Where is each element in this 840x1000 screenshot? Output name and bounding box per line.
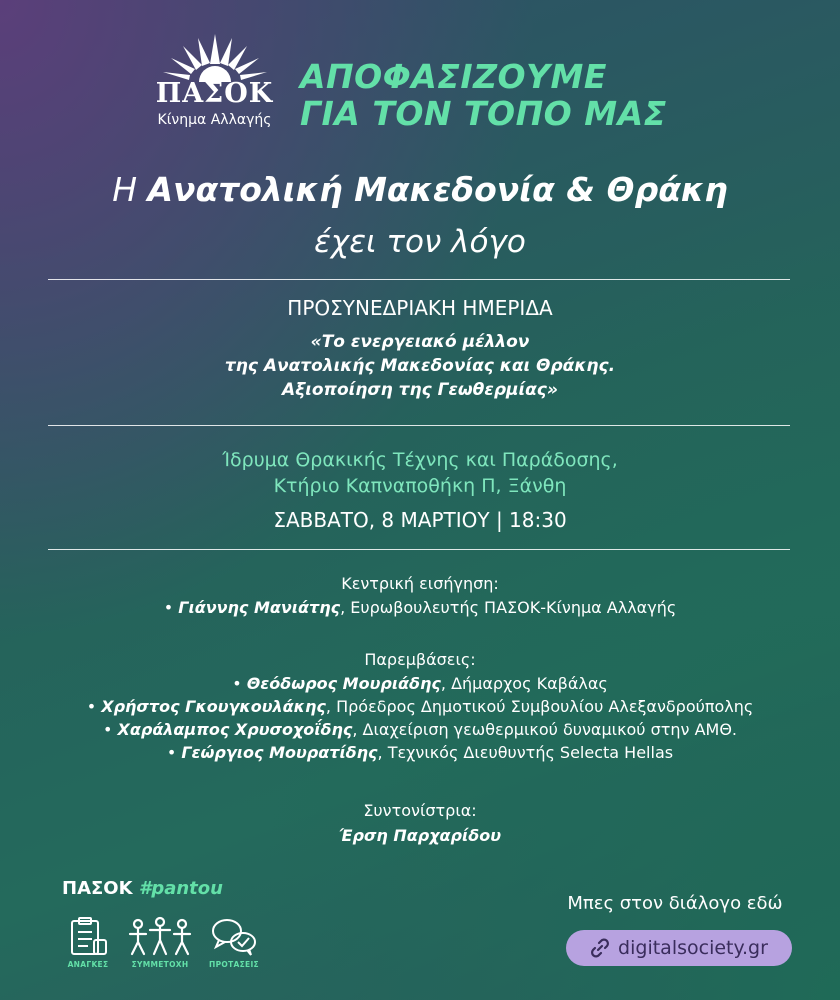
headline-prefix: Η <box>112 170 148 209</box>
bullet: • <box>163 598 179 617</box>
people-icon <box>124 916 196 958</box>
speaker-row <box>0 718 840 741</box>
speaker-row <box>0 741 840 764</box>
event-title-line: «Το ενεργειακό μέλλον <box>310 332 530 352</box>
participation-item <box>120 916 200 969</box>
speaker-role: , Τεχνικός Διευθυντής Selecta Hellas <box>377 743 674 762</box>
speaker-role: , Ευρωβουλευτής ΠΑΣΟΚ-Κίνημα Αλλαγής <box>340 598 677 617</box>
link-icon <box>590 938 610 958</box>
headline <box>0 168 840 212</box>
speaker-row <box>0 695 840 718</box>
bullet: • <box>86 697 102 716</box>
speech-bubbles-icon <box>209 916 259 958</box>
needs-label: ΑΝΑΓΚΕΣ <box>67 960 109 969</box>
proposals-item <box>194 916 274 969</box>
moderator-row <box>0 824 840 847</box>
event-title-line: Αξιοποίηση της Γεωθερμίας» <box>282 380 558 400</box>
proposals-label: ΠΡΟΤΑΣΕΙΣ <box>209 960 259 969</box>
interventions-label: Παρεμβάσεις: <box>364 650 476 669</box>
interventions-list <box>0 672 840 764</box>
speaker-name: Χαράλαμπος Χρυσοχοΐδης <box>117 720 353 739</box>
speaker-name: Θεόδωρος Μουριάδης <box>246 674 441 693</box>
headline-sub: έχει τον λόγο <box>314 224 526 260</box>
slogan-line-2: ΓΙΑ ΤΟΝ ΤΟΠΟ ΜΑΣ <box>300 94 667 133</box>
logo-wordmark: ΠΑΣΟΚ <box>155 78 274 109</box>
cta-text: Μπες στον διάλογο εδώ <box>567 893 783 914</box>
speaker-row <box>0 672 840 695</box>
headline-region: Ανατολική Μακεδονία & Θράκη <box>147 170 728 209</box>
divider <box>48 425 790 426</box>
moderator-name: Έρση Παρχαρίδου <box>338 826 502 845</box>
divider <box>48 549 790 550</box>
venue-line-2: Κτήριο Καπναποθήκη Π, Ξάνθη <box>273 475 567 497</box>
slogan <box>300 58 667 132</box>
event-title-line: της Ανατολικής Μακεδονίας και Θράκης. <box>224 356 616 376</box>
moderator-label: Συντονίστρια: <box>363 801 477 820</box>
participation-label: ΣΥΜΜΕΤΟΧΗ <box>131 960 189 969</box>
speaker-row <box>0 596 840 619</box>
bullet: • <box>103 720 118 739</box>
logo-subtitle: Κίνημα Αλλαγής <box>157 112 272 128</box>
event-type: ΠΡΟΣΥΝΕΔΡΙΑΚΗ ΗΜΕΡΙΔΑ <box>287 296 553 320</box>
divider <box>48 279 790 280</box>
event-datetime: ΣΑΒΒΑΤΟ, 8 ΜΑΡΤΙΟΥ | 18:30 <box>273 508 567 532</box>
digitalsociety-link[interactable] <box>566 930 792 966</box>
speaker-name: Γεώργιος Μουρατίδης <box>181 743 378 762</box>
keynote-label: Κεντρική εισήγηση: <box>341 574 499 593</box>
pantou-tag: #pantou <box>138 878 223 899</box>
needs-item <box>48 916 128 969</box>
bullet: • <box>232 674 247 693</box>
pantou-brand: ΠΑΣΟΚ <box>62 878 139 899</box>
speaker-name: Γιάννης Μανιάτης <box>178 598 341 617</box>
speaker-role: , Δήμαρχος Καβάλας <box>440 674 608 693</box>
venue-line-1: Ίδρυμα Θρακικής Τέχνης και Παράδοσης, <box>222 449 618 471</box>
pasok-logo <box>152 34 277 138</box>
bullet: • <box>166 743 182 762</box>
link-text: digitalsociety.gr <box>618 937 768 959</box>
speaker-role: , Πρόεδρος Δημοτικού Συμβουλίου Αλεξανδρούπολης <box>325 697 754 716</box>
sun-logo-icon <box>161 34 269 82</box>
slogan-line-1: ΑΠΟΦΑΣΙΖΟΥΜΕ <box>300 57 607 96</box>
clipboard-icon <box>66 916 110 958</box>
pantou-hashtag <box>62 878 223 899</box>
speaker-role: , Διαχείριση γεωθερμικού δυναμικού στην ΑΜΘ. <box>352 720 737 739</box>
venue <box>0 447 840 499</box>
speaker-name: Χρήστος Γκουγκουλάκης <box>101 697 326 716</box>
event-title <box>0 330 840 402</box>
